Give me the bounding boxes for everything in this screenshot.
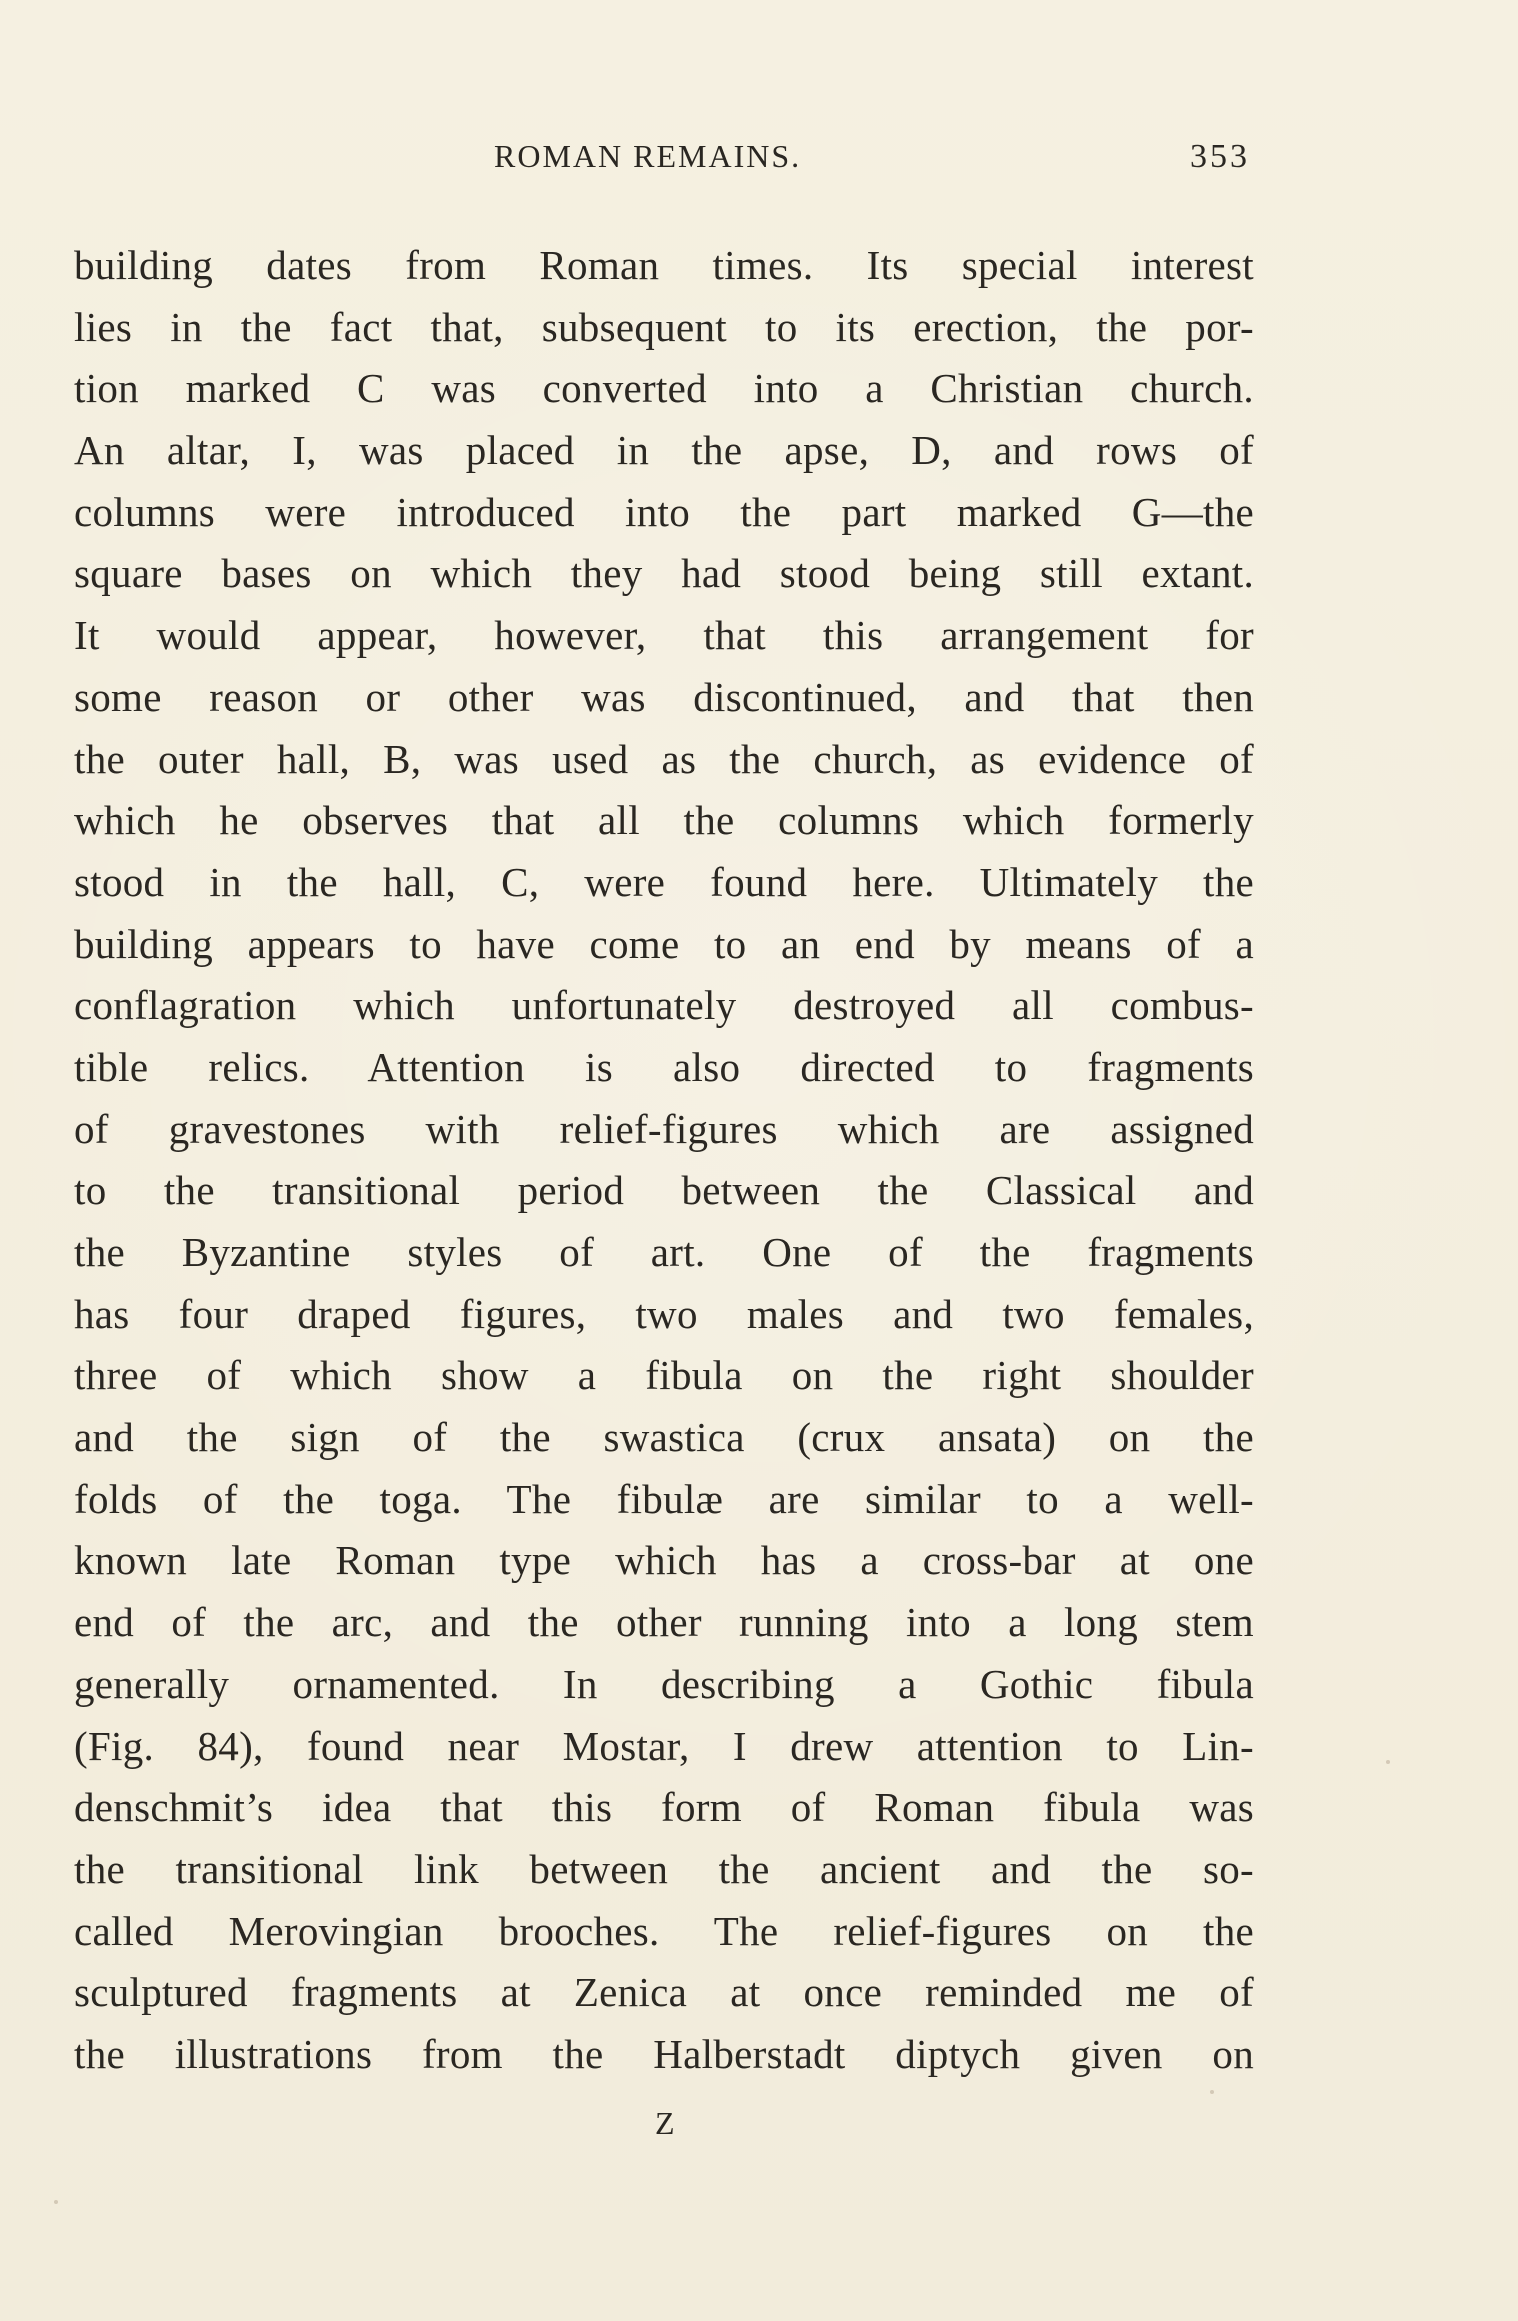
text-line: some reason or other was discontinued, and that then [74,673,1254,720]
body-text [74,235,1254,2086]
paper-speck [1386,1760,1390,1764]
paper-speck [54,2200,58,2204]
text-line: three of which show a fibula on the right shoulder [74,1352,1254,1399]
text-line: of gravestones with relief-figures which are assigned [74,1105,1254,1152]
text-line: folds of the toga. The fibulæ are similar to a well- [74,1475,1254,1522]
page-number: 353 [1190,138,1250,175]
text-line: columns were introduced into the part marked G—the [74,488,1254,535]
text-line: conflagration which unfortunately destroyed all combus- [74,982,1254,1029]
text-line: denschmit’s idea that this form of Roman fibula was [74,1784,1254,1831]
text-line: and the sign of the swastica (crux ansata) on the [74,1414,1254,1461]
text-line: It would appear, however, that this arrangement for [74,612,1254,659]
text-line: An altar, I, was placed in the apse, D, and rows of [74,427,1254,474]
text-line: end of the arc, and the other running into a long stem [74,1599,1254,1646]
text-line: building appears to have come to an end by means of a [74,920,1254,967]
text-line: (Fig. 84), found near Mostar, I drew attention to Lin- [74,1722,1254,1769]
text-line: has four draped figures, two males and two females, [74,1290,1254,1337]
text-line: building dates from Roman times. Its special interest [74,242,1254,288]
text-line: called Merovingian brooches. The relief-figures on the [74,1907,1254,1954]
text-line: which he observes that all the columns which formerly [74,797,1254,844]
text-line: tible relics. Attention is also directed to fragments [74,1043,1254,1090]
text-line: stood in the hall, C, were found here. Ultimately the [74,858,1254,905]
text-line: to the transitional period between the Classical and [74,1167,1254,1214]
text-line: the illustrations from the Halberstadt diptych given on [74,2030,1254,2077]
text-line: sculptured fragments at Zenica at once reminded me of [74,1969,1254,2016]
running-head [470,138,1250,188]
text-line: known late Roman type which has a cross-bar at one [74,1537,1254,1584]
page-title: ROMAN REMAINS. [494,138,802,174]
text-line: the Byzantine styles of art. One of the fragments [74,1229,1254,1275]
text-line: the transitional link between the ancient and the so- [74,1845,1254,1892]
text-line: lies in the fact that, subsequent to its erection, the por- [74,303,1254,350]
paper-speck [1210,2090,1214,2094]
text-line: the outer hall, B, was used as the church, as evidence of [74,735,1254,782]
text-line: tion marked C was converted into a Christian church. [74,365,1254,412]
text-line: square bases on which they had stood being still extant. [74,550,1254,597]
signature-mark: Z [655,2105,676,2141]
text-line: generally ornamented. In describing a Gothic fibula [74,1660,1254,1707]
